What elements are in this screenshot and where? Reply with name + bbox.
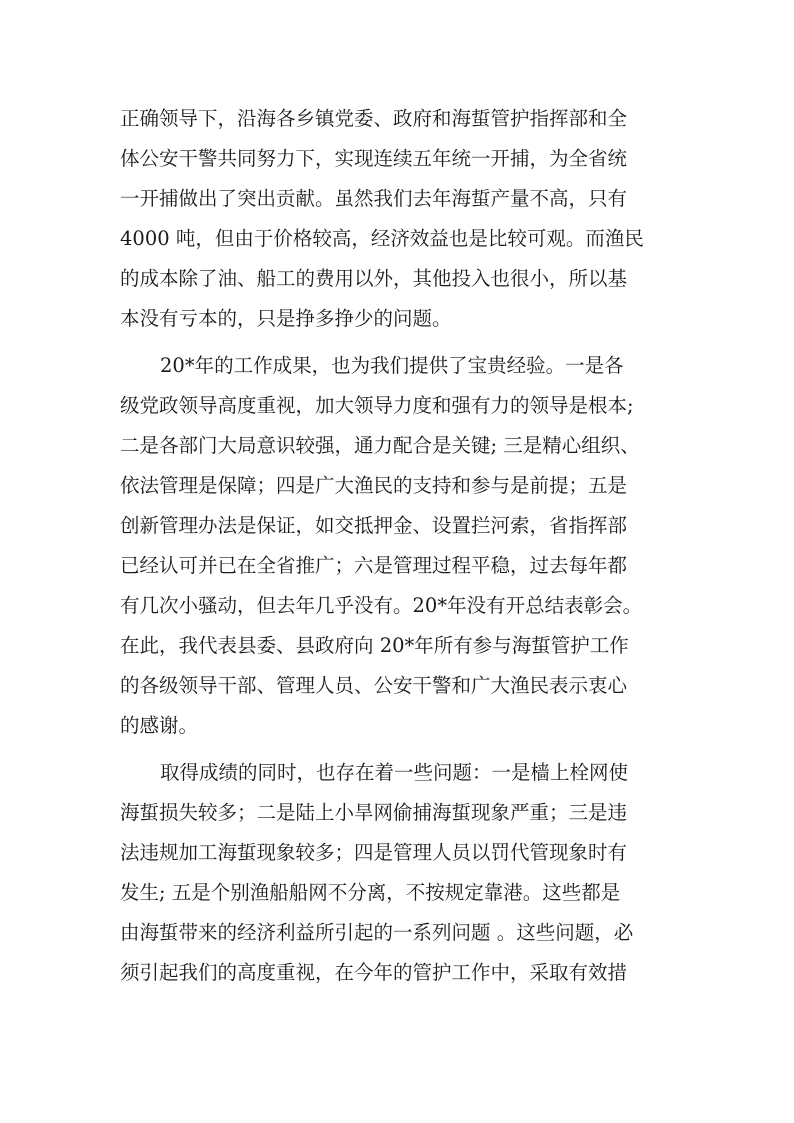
paragraph-2-line-2: 级党政领导高度重视，加大领导力度和强有力的领导是根本; [120,394,634,417]
paragraph-1-line-3: 一开捕做出了突出贡献。虽然我们去年海蜇产量不高，只有 [120,187,628,210]
paragraph-1-line-5: 的成本除了油、船工的费用以外，其他投入也很小，所以基 [120,267,628,290]
paragraph-1-line-6: 本没有亏本的，只是挣多挣少的问题。 [120,307,452,330]
paragraph-2-line-1: 20*年的工作成果，也为我们提供了宝贵经验。一是各 [160,354,624,377]
paragraph-1-line-2: 体公安干警共同努力下，实现连续五年统一开捕，为全省统 [120,147,628,170]
paragraph-2-line-5: 创新管理办法是保证，如交抵押金、设置拦河索，省指挥部 [120,514,628,537]
paragraph-3-line-2: 海蜇损失较多；二是陆上小旱网偷捕海蜇现象严重；三是违 [120,801,628,824]
paragraph-2-line-7: 有几次小骚动，但去年几乎没有。20*年没有开总结表彰会。 [120,594,643,617]
paragraph-2-line-9: 的各级领导干部、管理人员、公安干警和广大渔民表示衷心 [120,674,628,697]
paragraph-1-line-4: 4000 吨，但由于价格较高，经济效益也是比较可观。而渔民 [120,227,644,250]
paragraph-2-line-10: 的感谢。 [120,714,199,737]
paragraph-1-line-1: 正确领导下，沿海各乡镇党委、政府和海蜇管护指挥部和全 [120,107,628,130]
paragraph-3-line-5: 由海蜇带来的经济利益所引起的一系列问题 。这些问题，必 [120,921,634,944]
paragraph-3-line-3: 法违规加工海蜇现象较多；四是管理人员以罚代管现象时有 [120,841,628,864]
paragraph-3-line-4: 发生; 五是个别渔船船网不分离，不按规定靠港。这些都是 [120,881,621,904]
paragraph-2-line-6: 已经认可并已在全省推广；六是管理过程平稳，过去每年都 [120,554,628,577]
paragraph-2-line-4: 依法管理是保障；四是广大渔民的支持和参与是前提；五是 [120,474,628,497]
paragraph-3-line-1: 取得成绩的同时，也存在着一些问题：一是樯上栓网使 [160,761,629,784]
paragraph-2-line-8: 在此，我代表县委、县政府向 20*年所有参与海蜇管护工作 [120,634,629,657]
paragraph-3-line-6: 须引起我们的高度重视，在今年的管护工作中，采取有效措 [120,961,628,984]
paragraph-2-line-3: 二是各部门大局意识较强，通力配合是关键; 三是精心组织、 [120,434,640,457]
